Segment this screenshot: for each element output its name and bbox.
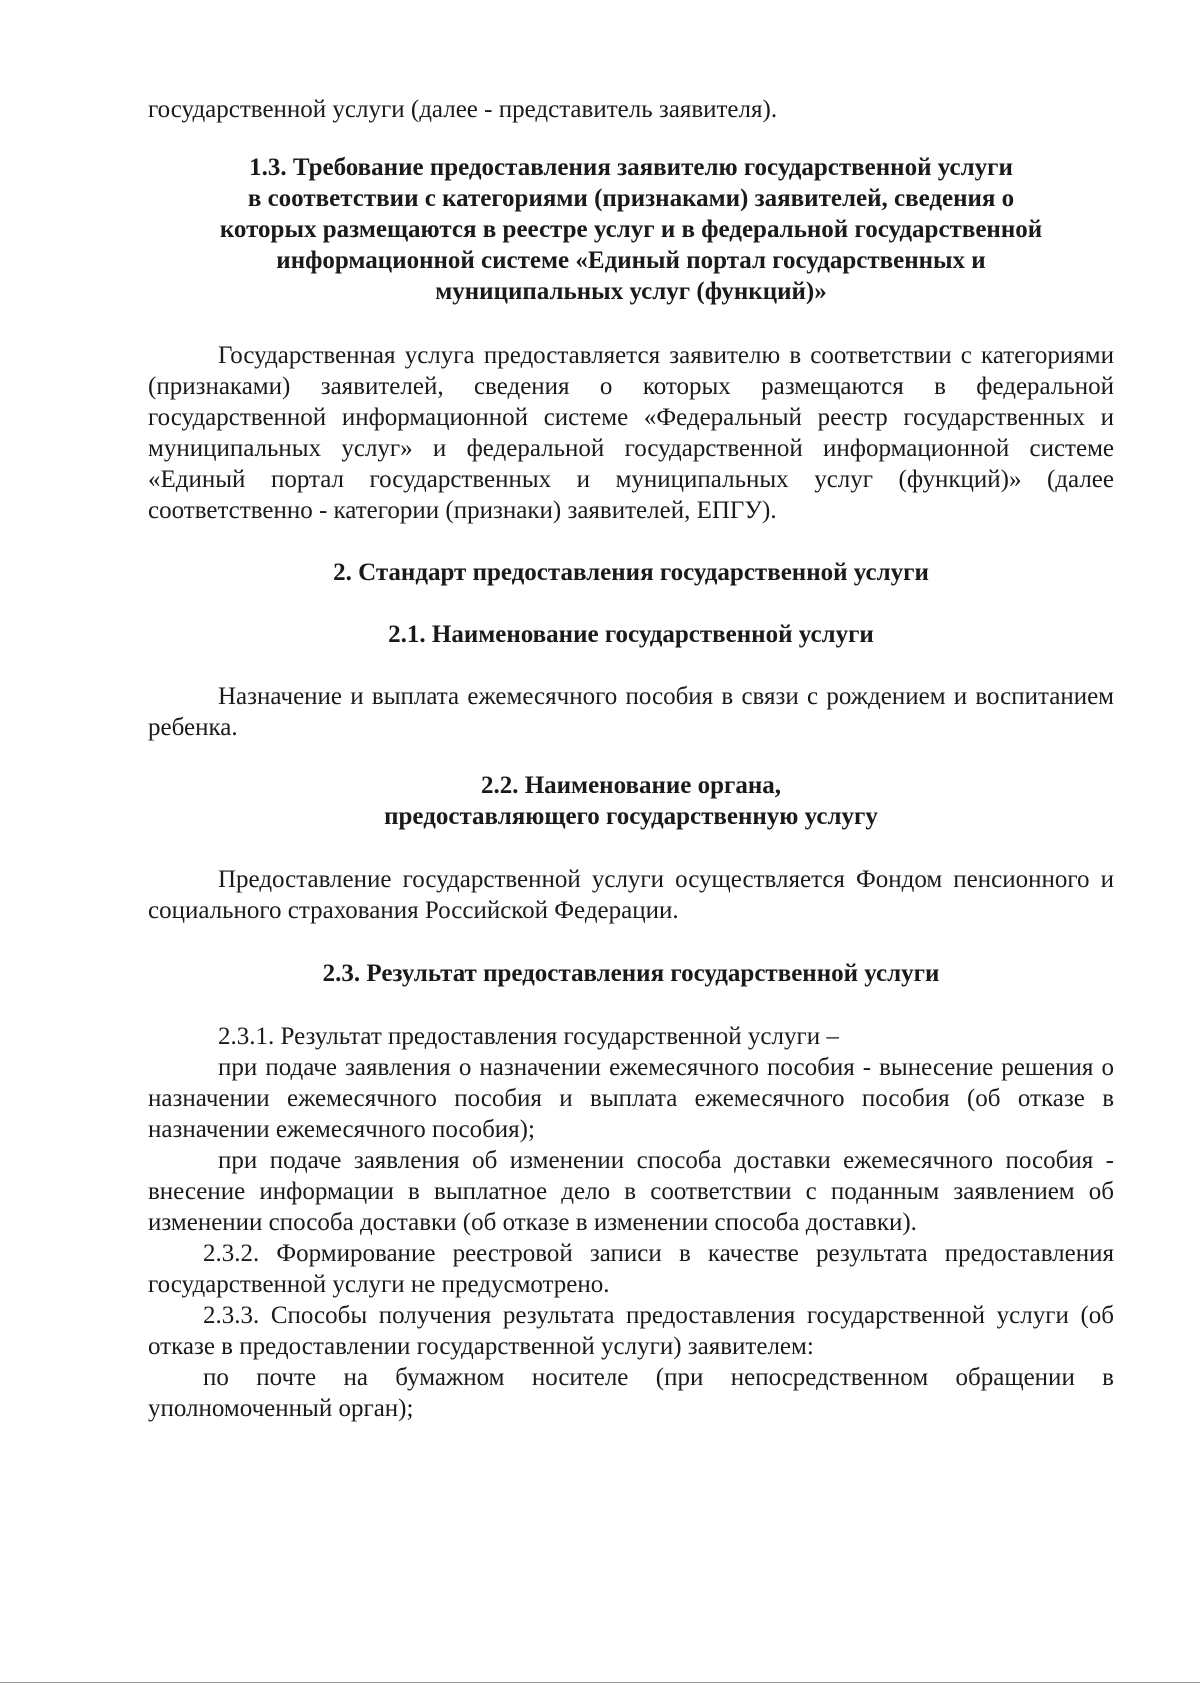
heading-line: предоставляющего государственную услугу: [384, 803, 878, 830]
heading-line: 1.3. Требование предоставления заявителю государственной услуги: [249, 154, 1013, 181]
section-2-3-3-paragraph: 2.3.3. Способы получения результата предоставления государственной услуги (об отказе в предоставлении государственной услуги) заявителем:: [148, 1302, 1114, 1360]
section-2-1-heading: 2.1. Наименование государственной услуги: [388, 621, 874, 648]
section-2-3-1-paragraph: 2.3.1. Результат предоставления государственной услуги –: [218, 1023, 839, 1050]
section-2-heading: 2. Стандарт предоставления государственной услуги: [333, 559, 929, 586]
section-2-1-paragraph: Назначение и выплата ежемесячного пособия в связи с рождением и воспитанием ребенка.: [148, 683, 1114, 741]
heading-line: муниципальных услуг (функций)»: [435, 278, 827, 305]
section-1-3-paragraph: Государственная услуга предоставляется заявителю в соответствии с категориями (признаками) заявителей, сведения о которых размещаются в федеральной государственной информационной системе «Федеральный реестр государственных и муниципальных услуг» и федеральной государственной информационной системе «Единый портал государственных и муниципальных услуг (функций)» (далее соответственно - категории (признаки) заявителей, ЕПГУ).: [148, 342, 1114, 524]
section-2-3-3-item: по почте на бумажном носителе (при непосредственном обращении в уполномоченный орган);: [148, 1364, 1114, 1422]
section-2-3-2-paragraph: 2.3.2. Формирование реестровой записи в качестве результата предоставления государственной услуги не предусмотрено.: [148, 1240, 1114, 1298]
scan-edge-line: [0, 1682, 1200, 1683]
section-2-2-heading: [148, 770, 1114, 832]
section-2-3-heading: 2.3. Результат предоставления государственной услуги: [322, 960, 940, 987]
section-2-3-1-item: при подаче заявления о назначении ежемесячного пособия - вынесение решения о назначении ежемесячного пособия и выплата ежемесячного пособия (об отказе в назначении ежемесячного пособия);: [148, 1054, 1114, 1143]
section-2-2-paragraph: Предоставление государственной услуги осуществляется Фондом пенсионного и социального страхования Российской Федерации.: [148, 866, 1114, 924]
heading-line: которых размещаются в реестре услуг и в федеральной государственной: [219, 216, 1043, 243]
intro-paragraph: государственной услуги (далее - представитель заявителя).: [148, 96, 778, 123]
document-body: [148, 94, 1114, 1424]
section-1-3-heading: [148, 152, 1114, 307]
heading-line: в соответствии с категориями (признаками) заявителей, сведения о: [247, 185, 1015, 212]
heading-line: 2.2. Наименование органа,: [480, 772, 782, 799]
heading-line: информационной системе «Единый портал государственных и: [276, 247, 986, 274]
section-2-3-1-item: при подаче заявления об изменении способа доставки ежемесячного пособия - внесение информации в выплатное дело в соответствии с поданным заявлением об изменении способа доставки (об отказе в изменении способа доставки).: [148, 1147, 1114, 1236]
